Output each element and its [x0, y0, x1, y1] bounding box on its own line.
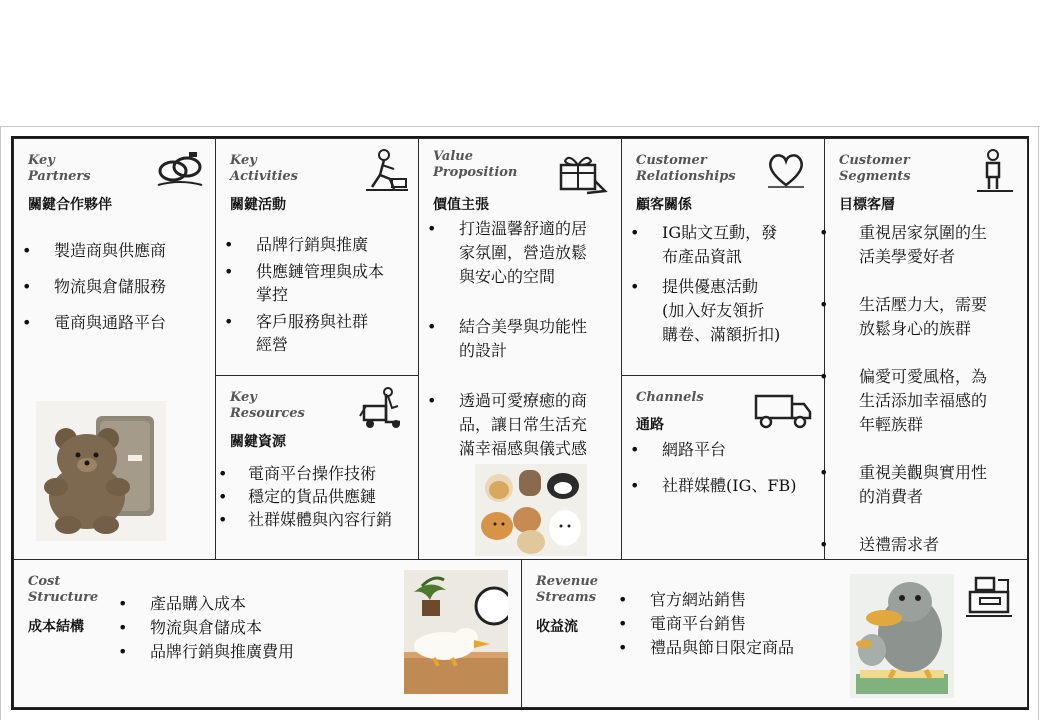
- key-activities-title-zh: 關鍵活動: [230, 197, 286, 213]
- list-item: • 客戶服務與社群 經營: [222, 310, 384, 356]
- key-partners-title: Key Partners: [28, 153, 91, 184]
- key-partners-title-zh: 關鍵合作夥伴: [28, 197, 112, 213]
- worker-icon: [364, 147, 410, 193]
- list-item: • 物流與倉儲服務: [20, 275, 166, 299]
- gift-icon: [557, 151, 609, 195]
- customer-relationships-title: Customer Relationships: [636, 153, 736, 184]
- customer-segments-block: [824, 138, 1028, 560]
- list-item: • IG貼文互動，發 布產品資訊: [628, 221, 780, 269]
- cost-structure-list: [116, 592, 294, 664]
- key-activities-list: [222, 233, 384, 356]
- key-partners-list: [20, 239, 166, 335]
- value-proposition-list: [425, 217, 587, 461]
- cost-structure-title: Cost Structure: [28, 574, 99, 605]
- outer-border-top: [0, 126, 1040, 127]
- customer-segments-title-zh: 目標客層: [839, 197, 895, 213]
- person-icon: [975, 147, 1015, 193]
- channels-title-zh: 通路: [636, 417, 664, 433]
- outer-border-right: [1038, 126, 1039, 720]
- list-item: • 產品購入成本: [116, 592, 294, 616]
- customer-relationships-list: [628, 221, 780, 347]
- duck-lamp-image: [404, 570, 508, 694]
- key-resources-title-zh: 關鍵資源: [230, 434, 286, 450]
- list-item: • 社群媒體(IG、FB): [628, 474, 796, 498]
- customer-segments-title: Customer Segments: [839, 153, 911, 184]
- key-resources-title: Key Resources: [230, 390, 305, 421]
- key-resources-block: [215, 375, 419, 560]
- list-item: • 社群媒體與內容行銷: [216, 508, 392, 531]
- list-item: • 網路平台: [628, 438, 796, 462]
- list-item: • 供應鏈管理與成本 掌控: [222, 260, 384, 306]
- list-item: • 提供優惠活動 (加入好友領折 購卷、滿額折扣): [628, 275, 780, 347]
- key-resources-list: [216, 462, 392, 531]
- forklift-icon: [358, 386, 408, 430]
- list-item: • 重視美觀與實用性 的消費者: [817, 461, 987, 509]
- revenue-streams-list: [616, 588, 794, 660]
- list-item: • 官方網站銷售: [616, 588, 794, 612]
- key-activities-block: [215, 138, 419, 376]
- list-item: • 品牌行銷與推廣費用: [116, 640, 294, 664]
- rings-icon: [154, 149, 206, 191]
- list-item: • 電商平台銷售: [616, 612, 794, 636]
- outer-border-left: [0, 126, 1, 720]
- customer-segments-list: [817, 221, 987, 557]
- customer-relationships-title-zh: 顧客關係: [636, 197, 692, 213]
- list-item: • 穩定的貨品供應鏈: [216, 485, 392, 508]
- list-item: • 製造商與供應商: [20, 239, 166, 263]
- cash-register-icon: [964, 572, 1014, 618]
- channels-block: [621, 375, 825, 560]
- list-item: • 生活壓力大，需要 放鬆身心的族群: [817, 293, 987, 341]
- list-item: • 透過可愛療癒的商 品，讓日常生活充 滿幸福感與儀式感: [425, 389, 587, 461]
- revenue-streams-title: Revenue Streams: [536, 574, 599, 605]
- list-item: • 重視居家氛圍的生 活美學愛好者: [817, 221, 987, 269]
- list-item: • 電商平台操作技術: [216, 462, 392, 485]
- teddy-bear-cushion-image: [36, 401, 166, 541]
- cost-structure-block: [13, 559, 522, 708]
- list-item: • 物流與倉儲成本: [116, 616, 294, 640]
- list-item: • 偏愛可愛風格，為 生活添加幸福感的 年輕族群: [817, 365, 987, 437]
- key-activities-title: Key Activities: [230, 153, 298, 184]
- value-proposition-title: Value Proposition: [433, 149, 518, 180]
- revenue-streams-block: [521, 559, 1028, 708]
- channels-title: Channels: [636, 390, 704, 405]
- list-item: • 品牌行銷與推廣: [222, 233, 384, 256]
- truck-icon: [754, 390, 812, 430]
- channels-list: [628, 438, 796, 498]
- key-partners-block: [13, 138, 216, 560]
- value-proposition-title-zh: 價值主張: [433, 197, 489, 213]
- animal-coasters-image: [475, 464, 587, 556]
- heart-icon: [766, 151, 806, 189]
- revenue-streams-title-zh: 收益流: [536, 619, 578, 635]
- duck-plush-image: [850, 574, 954, 698]
- value-proposition-block: [418, 138, 622, 560]
- list-item: • 打造溫馨舒適的居 家氛圍，營造放鬆 與安心的空間: [425, 217, 587, 289]
- list-item: • 送禮需求者: [817, 533, 987, 557]
- customer-relationships-block: [621, 138, 825, 376]
- list-item: • 電商與通路平台: [20, 311, 166, 335]
- cost-structure-title-zh: 成本結構: [28, 619, 84, 635]
- list-item: • 禮品與節日限定商品: [616, 636, 794, 660]
- list-item: • 結合美學與功能性 的設計: [425, 315, 587, 363]
